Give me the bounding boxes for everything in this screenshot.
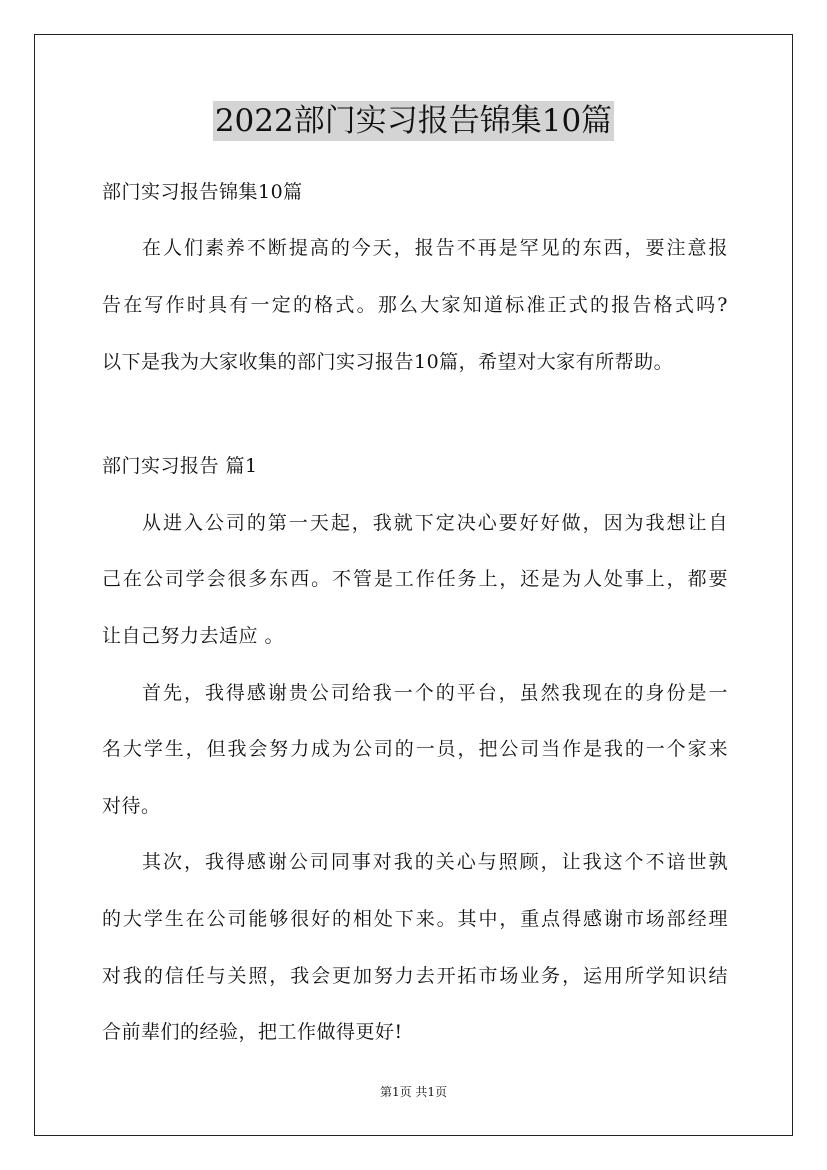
- paragraph-line: 从进入公司的第一天起，我就下定决心要好好做，因为我想让自: [142, 512, 728, 534]
- paragraph-line: 在人们素养不断提高的今天，报告不再是罕见的东西，要注意报: [142, 237, 728, 259]
- section-heading: 部门实习报告锦集10篇: [102, 181, 303, 203]
- paragraph-line: 对我的信任与关照，我会更加努力去开拓市场业务，运用所学知识结: [102, 965, 728, 987]
- title-container: [0, 101, 827, 141]
- paragraph-line: 合前辈们的经验，把工作做得更好!: [102, 1021, 403, 1043]
- paragraph-line: 告在写作时具有一定的格式。那么大家知道标准正式的报告格式吗?: [102, 294, 728, 316]
- page-footer: 第1页 共1页: [379, 1085, 448, 1099]
- paragraph-line: 首先，我得感谢贵公司给我一个的平台，虽然我现在的身份是一: [142, 682, 728, 704]
- paragraph-line: 的大学生在公司能够很好的相处下来。其中，重点得感谢市场部经理: [102, 908, 728, 930]
- paragraph-line: 以下是我为大家收集的部门实习报告10篇，希望对大家有所帮助。: [102, 351, 674, 373]
- document-title: 2022部门实习报告锦集10篇: [214, 103, 613, 139]
- section-heading: 部门实习报告 篇1: [102, 455, 258, 477]
- paragraph-line: 己在公司学会很多东西。不管是工作任务上，还是为人处事上，都要: [102, 568, 728, 590]
- paragraph-line: 对待。: [102, 795, 161, 817]
- paragraph-line: 让自己努力去适应 。: [102, 625, 285, 647]
- paragraph-line: 名大学生，但我会努力成为公司的一员，把公司当作是我的一个家来: [102, 738, 728, 760]
- paragraph-line: 其次，我得感谢公司同事对我的关心与照顾，让我这个不谙世孰: [142, 851, 728, 873]
